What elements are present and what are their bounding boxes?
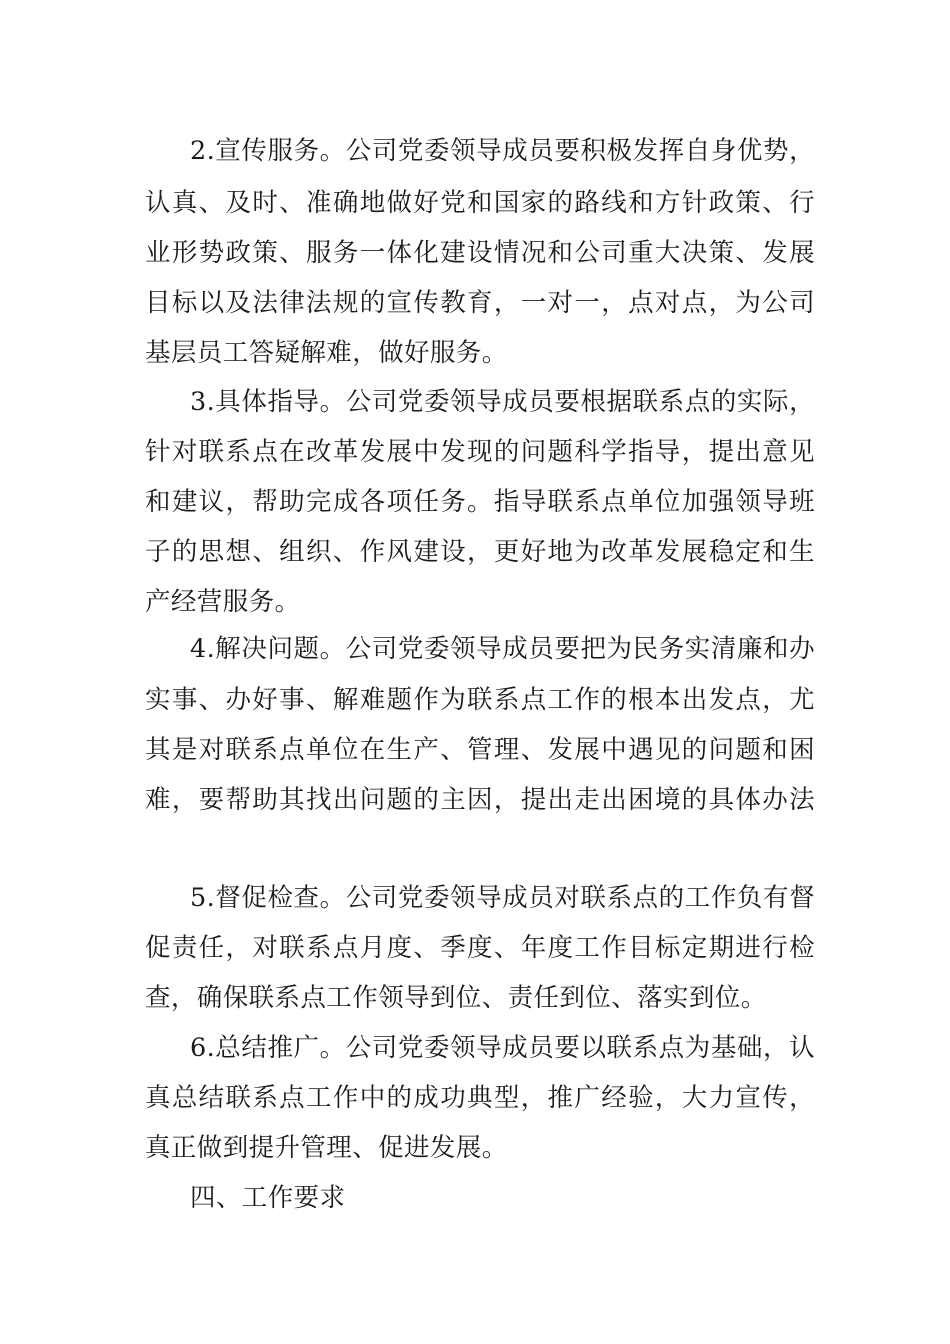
item-3-line-4: 子的思想、组织、作风建设，更好地为改革发展稳定和生 (145, 537, 815, 567)
item-4-line-3: 其是对联系点单位在生产、管理、发展中遇见的问题和困 (145, 735, 815, 765)
item-2-line-3: 业形势政策、服务一体化建设情况和公司重大决策、发展 (145, 238, 815, 268)
item-6-line-3: 真正做到提升管理、促进发展。 (145, 1133, 508, 1163)
item-5-line-1: 5.督促检查。公司党委领导成员对联系点的工作负有督 (190, 883, 815, 913)
item-5-line-2: 促责任，对联系点月度、季度、年度工作目标定期进行检 (145, 933, 815, 963)
item-5-line-3: 查，确保联系点工作领导到位、责任到位、落实到位。 (145, 983, 767, 1013)
item-6-line-1: 6.总结推广。公司党委领导成员要以联系点为基础，认 (190, 1033, 815, 1063)
item-3-line-3: 和建议，帮助完成各项任务。指导联系点单位加强领导班 (145, 487, 815, 517)
section-heading: 四、工作要求 (190, 1183, 346, 1213)
item-2-line-1: 2.宣传服务。公司党委领导成员要积极发挥自身优势， (190, 136, 815, 166)
item-2-line-4: 目标以及法律法规的宣传教育，一对一，点对点，为公司 (145, 288, 815, 318)
item-3-line-5: 产经营服务。 (145, 587, 301, 617)
item-4-line-4: 难，要帮助其找出问题的主因，提出走出困境的具体办法 (145, 785, 815, 815)
item-2-line-5: 基层员工答疑解难，做好服务。 (145, 338, 508, 368)
item-3-line-2: 针对联系点在改革发展中发现的问题科学指导，提出意见 (145, 437, 815, 467)
item-4-line-1: 4.解决问题。公司党委领导成员要把为民务实清廉和办 (190, 634, 815, 664)
item-3-line-1: 3.具体指导。公司党委领导成员要根据联系点的实际， (190, 387, 815, 417)
item-2-line-2: 认真、及时、准确地做好党和国家的路线和方针政策、行 (145, 188, 815, 218)
item-6-line-2: 真总结联系点工作中的成功典型，推广经验，大力宣传， (145, 1083, 815, 1113)
item-4-line-2: 实事、办好事、解难题作为联系点工作的根本出发点，尤 (145, 685, 815, 715)
